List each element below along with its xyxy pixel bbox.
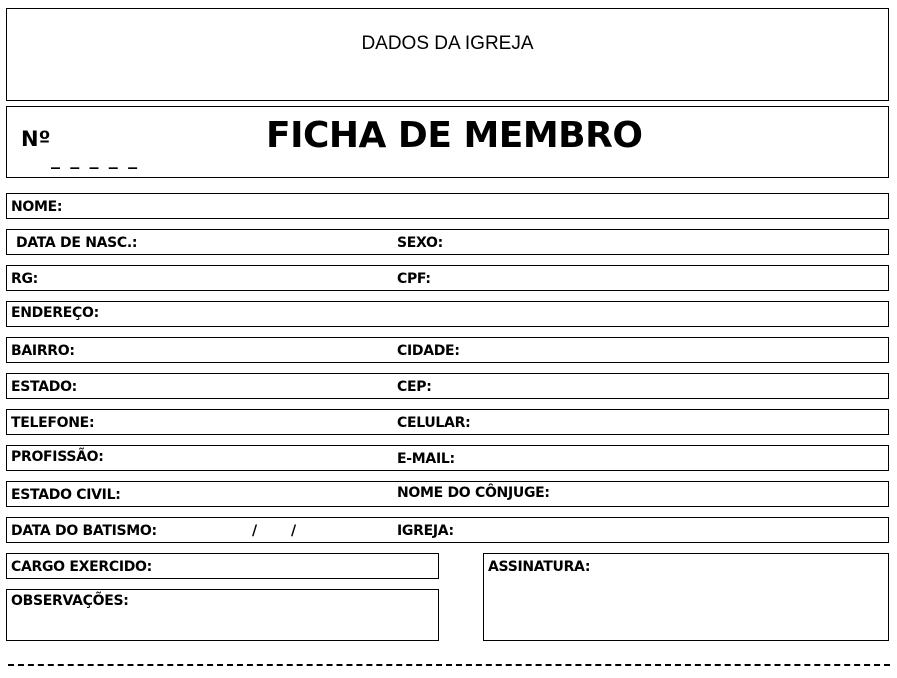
conjuge-field[interactable]: NOME DO CÔNJUGE: xyxy=(397,485,550,501)
email-field[interactable]: E-MAIL: xyxy=(397,451,455,467)
profissao-field[interactable]: PROFISSÃO: xyxy=(11,449,104,465)
title-box xyxy=(6,106,889,178)
assinatura-box xyxy=(483,553,889,641)
endereco-field[interactable]: ENDEREÇO: xyxy=(11,305,99,321)
member-number-label: Nº xyxy=(21,127,51,151)
assinatura-field[interactable]: ASSINATURA: xyxy=(488,559,591,575)
observacoes-field[interactable]: OBSERVAÇÕES: xyxy=(11,593,129,609)
telefone-field[interactable]: TELEFONE: xyxy=(11,415,95,431)
cpf-field[interactable]: CPF: xyxy=(397,271,431,287)
row-nome xyxy=(6,193,889,219)
row-estado xyxy=(6,373,889,399)
bairro-field[interactable]: BAIRRO: xyxy=(11,343,75,359)
member-number-blank: _ _ _ _ _ xyxy=(51,149,140,170)
form-title: FICHA DE MEMBRO xyxy=(266,115,643,156)
rg-field[interactable]: RG: xyxy=(11,271,38,287)
estado-field[interactable]: ESTADO: xyxy=(11,379,77,395)
row-data-batismo xyxy=(6,517,889,543)
cut-line xyxy=(8,664,890,666)
row-data-nasc xyxy=(6,229,889,255)
nome-field[interactable]: NOME: xyxy=(11,199,63,215)
celular-field[interactable]: CELULAR: xyxy=(397,415,471,431)
data-batismo-field[interactable]: DATA DO BATISMO: xyxy=(11,523,157,539)
cargo-box xyxy=(6,553,439,579)
data-nasc-field[interactable]: DATA DE NASC.: xyxy=(16,235,138,251)
row-endereco xyxy=(6,301,889,327)
cep-field[interactable]: CEP: xyxy=(397,379,432,395)
batismo-date-slash-1: / xyxy=(252,523,257,539)
batismo-date-slash-2: / xyxy=(291,523,296,539)
igreja-field[interactable]: IGREJA: xyxy=(397,523,454,539)
sexo-field[interactable]: SEXO: xyxy=(397,235,443,251)
church-data-box xyxy=(6,8,889,101)
cargo-field[interactable]: CARGO EXERCIDO: xyxy=(11,559,152,575)
row-rg xyxy=(6,265,889,291)
estado-civil-field[interactable]: ESTADO CIVIL: xyxy=(11,487,121,503)
row-profissao xyxy=(6,445,889,471)
church-data-label: DADOS DA IGREJA xyxy=(361,33,534,54)
row-bairro xyxy=(6,337,889,363)
cidade-field[interactable]: CIDADE: xyxy=(397,343,460,359)
row-estado-civil xyxy=(6,481,889,507)
observacoes-box xyxy=(6,589,439,641)
row-telefone xyxy=(6,409,889,435)
